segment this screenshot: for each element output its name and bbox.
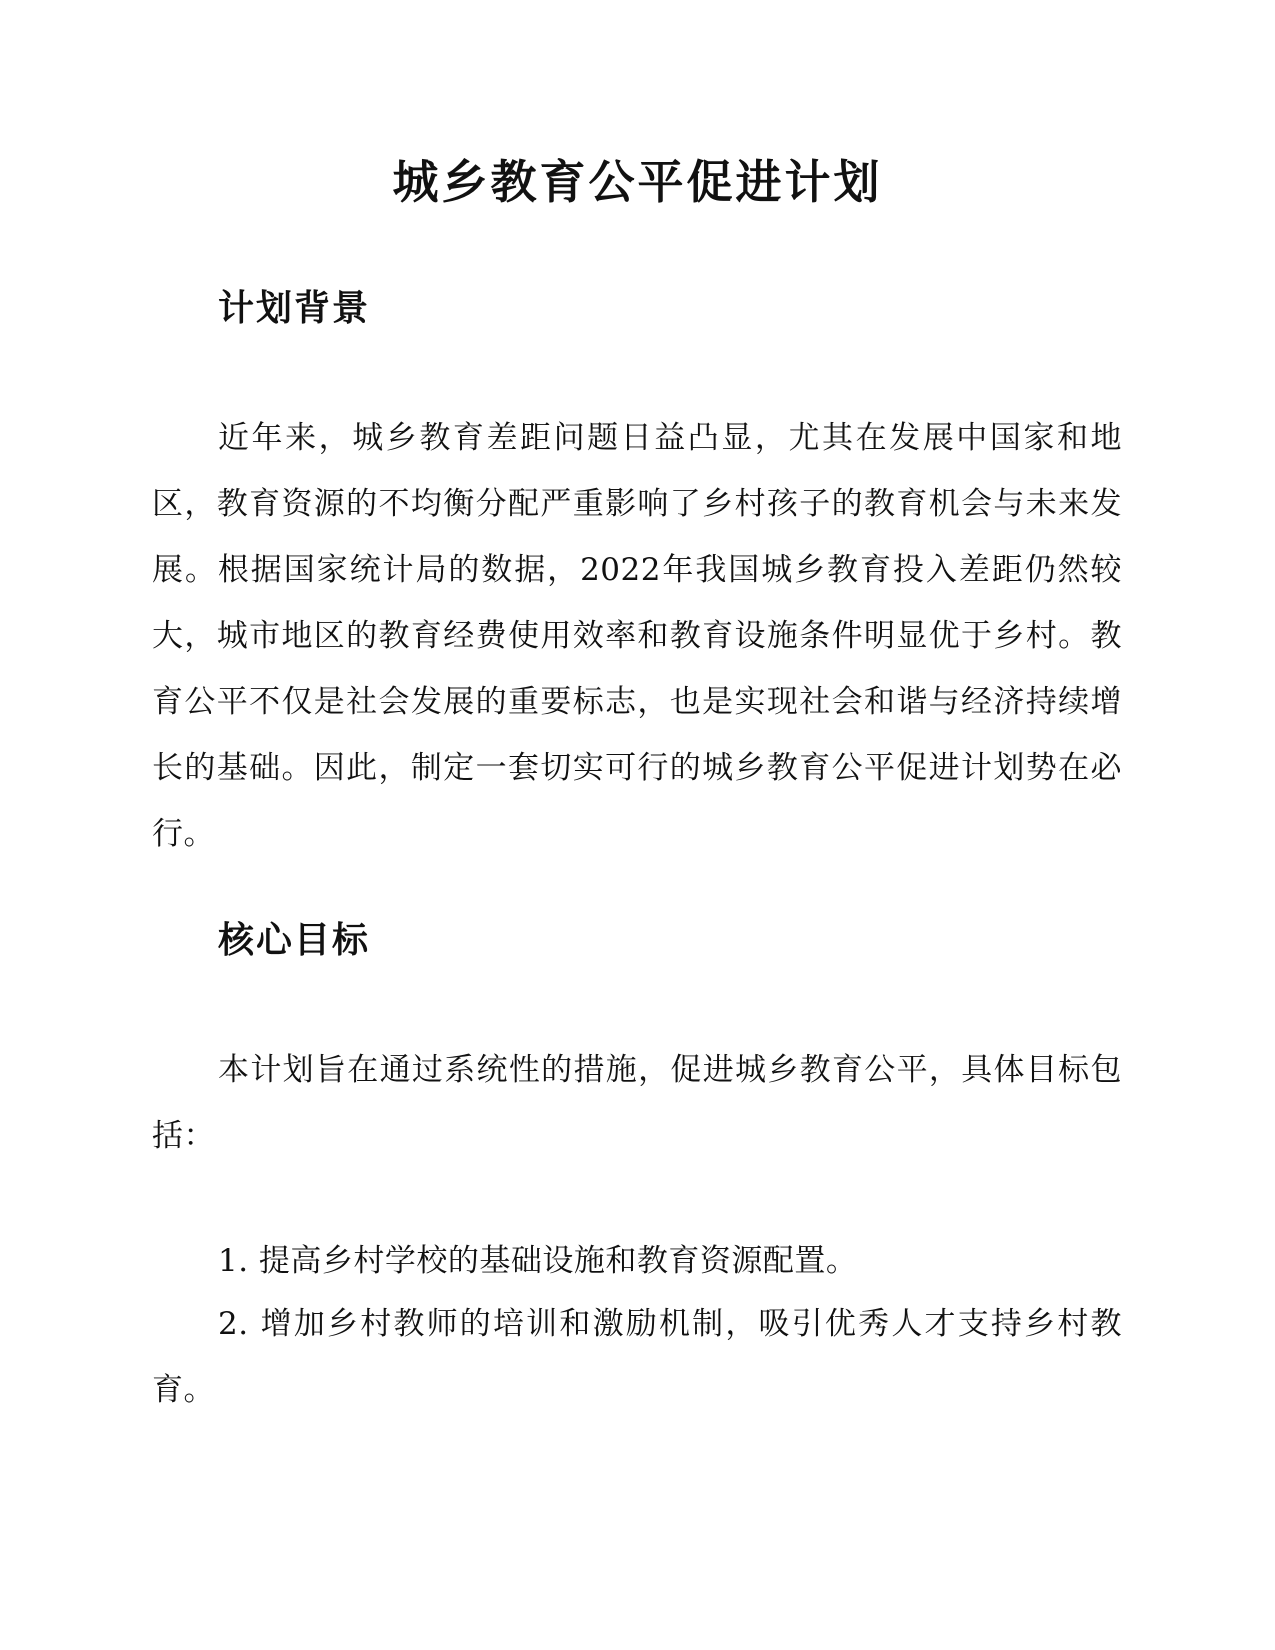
goal-list-item-2: 2. 增加乡村教师的培训和激励机制，吸引优秀人才支持乡村教育。: [152, 1306, 1122, 1408]
goal-list-item-1: 1. 提高乡村学校的基础设施和教育资源配置。: [218, 1243, 858, 1279]
background-paragraph: 近年来，城乡教育差距问题日益凸显，尤其在发展中国家和地区，教育资源的不均衡分配严重影响了乡村孩子的教育机会与未来发展。根据国家统计局的数据，2022年我国城乡教育投入差距仍然较大，城市地区的教育经费使用效率和教育设施条件明显优于乡村。教育公平不仅是社会发展的重要标志，也是实现社会和谐与经济持续增长的基础。因此，制定一套切实可行的城乡教育公平促进计划势在必行。: [152, 420, 1122, 852]
document-title: 城乡教育公平促进计划: [392, 155, 883, 209]
goals-intro-paragraph: 本计划旨在通过系统性的措施，促进城乡教育公平，具体目标包括：: [152, 1052, 1122, 1154]
section-heading-background: 计划背景: [218, 288, 371, 329]
section-heading-core-goals: 核心目标: [218, 920, 371, 961]
